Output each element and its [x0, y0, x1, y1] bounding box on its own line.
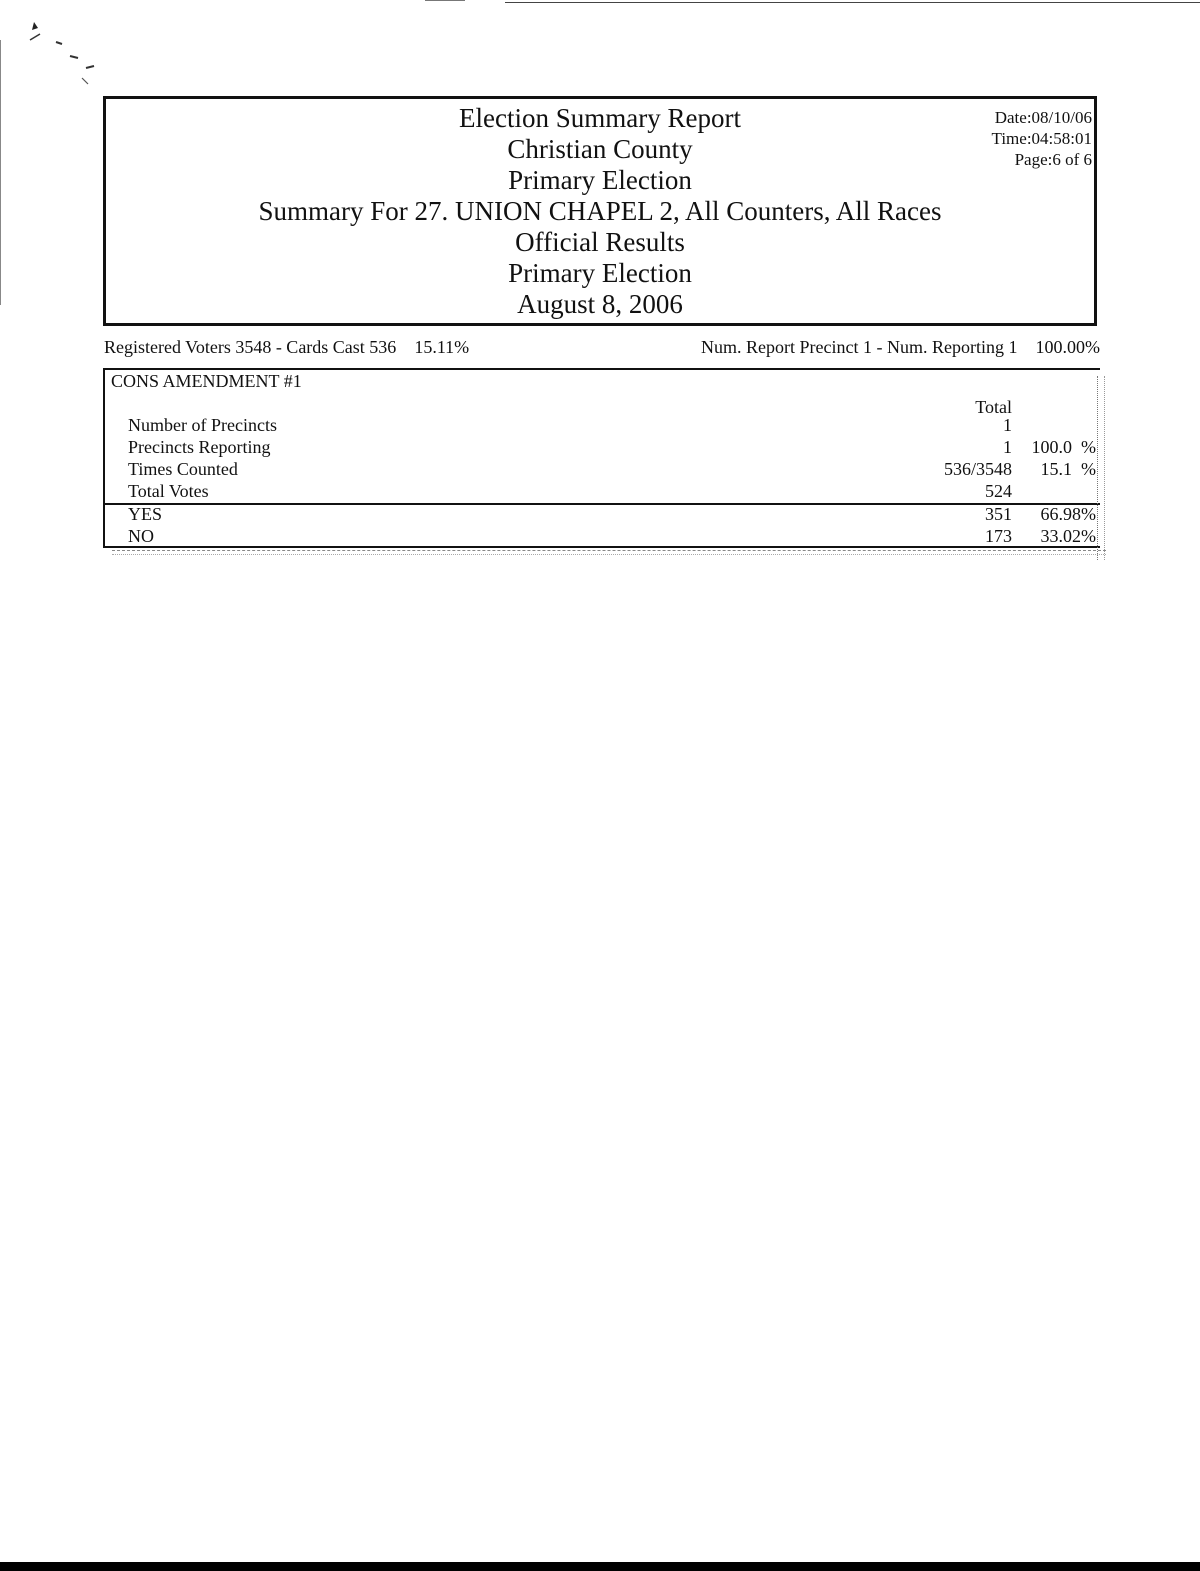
- choice-label: NO: [128, 526, 154, 546]
- choice-pct: 33.02%: [1040, 526, 1096, 546]
- registered-voters-pct: 15.11%: [414, 337, 470, 357]
- scan-artifact-right-edge: [1097, 376, 1105, 560]
- stat-value: 1: [1003, 437, 1012, 457]
- report-page: Page:6 of 6: [1014, 150, 1092, 169]
- choice-row: [105, 525, 1100, 547]
- title-line-report: Election Summary Report: [459, 103, 741, 133]
- precinct-reporting-pct: 100.00%: [1035, 337, 1100, 357]
- stat-label: Times Counted: [128, 459, 238, 479]
- choice-votes: 173: [985, 526, 1012, 546]
- race-title: CONS AMENDMENT #1: [111, 371, 302, 391]
- stat-value: 536/3548: [943, 459, 1012, 479]
- scan-artifact-dash: [425, 0, 465, 1]
- choice-pct: 66.98%: [1040, 504, 1096, 524]
- stat-value: 1: [1003, 415, 1012, 435]
- title-line-election: Primary Election: [508, 165, 692, 195]
- stat-row: [105, 414, 1100, 436]
- choice-row: [105, 503, 1100, 525]
- stat-label: Total Votes: [128, 481, 209, 501]
- registered-voters-summary: [104, 337, 469, 358]
- stat-label: Number of Precincts: [128, 415, 277, 435]
- title-line-election-2: Primary Election: [508, 258, 692, 288]
- report-header: [103, 96, 1097, 326]
- stat-pct: 100.0 %: [1031, 437, 1096, 457]
- stat-pct: 15.1 %: [1040, 459, 1096, 479]
- scan-artifact-bottom-bar: [0, 1562, 1200, 1571]
- title-line-date: August 8, 2006: [517, 289, 683, 319]
- report-date: Date:08/10/06: [994, 108, 1092, 127]
- stat-row: [105, 480, 1100, 502]
- scan-artifact-top-line: [505, 2, 1200, 3]
- race-results-box: [103, 368, 1100, 548]
- stat-row: [105, 436, 1100, 458]
- precinct-reporting-summary: [701, 337, 1100, 358]
- precinct-reporting-text: Num. Report Precinct 1 - Num. Reporting 1: [701, 337, 1018, 357]
- stat-row: [105, 458, 1100, 480]
- choice-label: YES: [128, 504, 163, 524]
- report-meta: [992, 107, 1092, 170]
- stat-value: 524: [985, 481, 1012, 501]
- title-line-summary-for: Summary For 27. UNION CHAPEL 2, All Counters, All Races: [258, 196, 942, 226]
- stat-label: Precincts Reporting: [128, 437, 271, 457]
- report-title-block: [106, 103, 1094, 320]
- title-line-official: Official Results: [515, 227, 685, 257]
- report-time: Time:04:58:01: [991, 129, 1092, 148]
- registered-voters-text: Registered Voters 3548 - Cards Cast 536: [104, 337, 397, 357]
- choice-votes: 351: [985, 504, 1012, 524]
- scan-specks: [26, 18, 106, 88]
- title-line-county: Christian County: [507, 134, 693, 164]
- scan-artifact-left-line: [0, 40, 1, 305]
- scan-artifact-bottom-edge: [112, 550, 1106, 555]
- total-column-header: Total: [975, 397, 1012, 417]
